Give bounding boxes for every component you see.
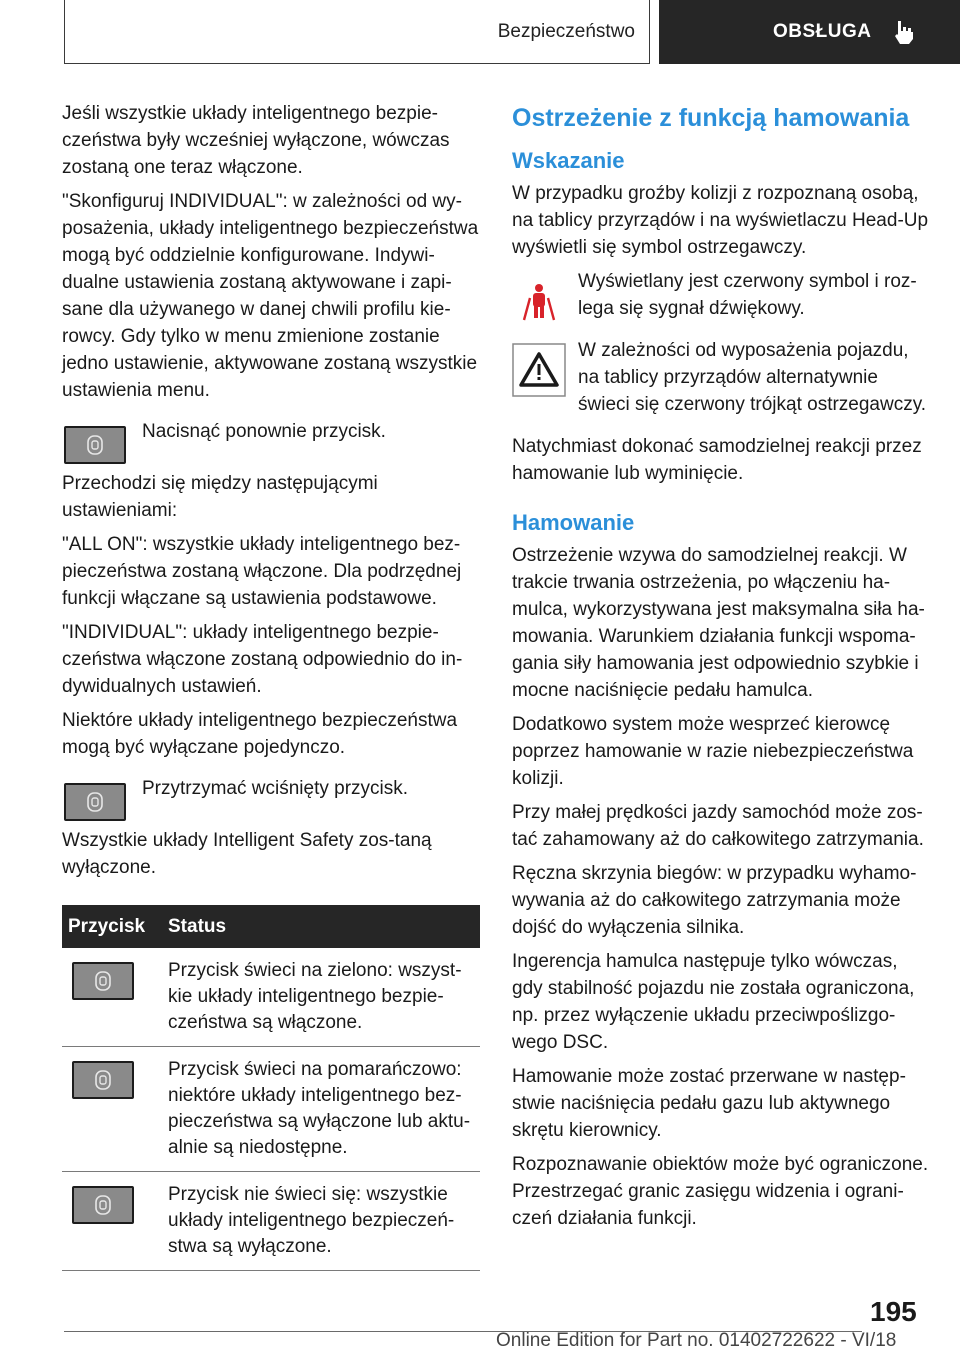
paragraph: Natychmiast dokonać samodzielnej reakcji przez hamowanie lub wyminięcie. [512,436,922,484]
table-cell-status: Przycisk świeci na zielono: wszyst‐kie układy inteligentnego bezpie‐czeństwa są włączone. [162,948,480,1047]
left-column [62,100,482,1271]
paragraph: W przypadku groźby kolizji z rozpoznaną osobą, na tablicy przyrządów i na wyświetlaczu Head-Up wyświetli się symbol ostrzegawczy. [512,183,929,258]
pointing-hand-icon [892,19,916,45]
instruction-text: Nacisnąć ponownie przycisk. [142,421,386,442]
paragraph: Przechodzi się między następującymi ustawieniami: [62,473,378,521]
paragraph: Ostrzeżenie wzywa do samodzielnej reakcji. W trakcie trwania ostrzeżenia, po włączeniu ha‐mulca, wykorzystywana jest maksymalna siła ha‐mowania. Warunkiem działania funkcji wspoma‐gania siły hamowania jest odpowiednio szybkie i mocne naciśnięcie pedału hamulca. [512,545,925,701]
table-cell-status: Przycisk nie świeci się: wszystkie układy inteligentnego bezpieczeń‐stwa są wyłączone. [162,1172,480,1271]
safety-shield-icon [85,434,105,456]
paragraph: Dodatkowo system może wesprzeć kierowcę poprzez hamowanie w razie niebezpieczeństwa kolizji. [512,714,914,789]
intelligent-safety-button-icon [72,1061,134,1099]
safety-shield-icon [85,791,105,813]
triangle-warning-symbol-row [512,337,932,425]
paragraph: Wszystkie układy Intelligent Safety zos‐taną wyłączone. [62,830,432,878]
paragraph: "ALL ON": wszystkie układy inteligentnego bez‐pieczeństwa zostaną włączone. Dla podrzędnej funkcji włączane są ustawienia podstawowe. [62,534,462,609]
edition-note: Online Edition for Part no. 01402722622 - VI/18 [496,1330,897,1351]
paragraph: "INDIVIDUAL": układy inteligentnego bezpie‐czeństwa włączone zostaną odpowiednio do in‐dywidualnych ustawień. [62,622,463,697]
paragraph: Niektóre układy inteligentnego bezpieczeństwa mogą być wyłączane pojedynczo. [62,710,458,758]
header-chapter-tab [659,0,960,64]
section-title: Ostrzeżenie z funkcją hamowania [512,104,910,132]
press-again-instruction [62,418,482,464]
header-section-tab [64,0,650,64]
header-section-title: Bezpieczeństwo [497,20,635,42]
intelligent-safety-button-icon [72,1186,134,1224]
button-status-table [62,905,480,1271]
hold-instruction [62,775,482,821]
intelligent-safety-button-icon [64,426,126,464]
table-cell-icon [62,1047,162,1172]
instruction-text: Przytrzymać wciśnięty przycisk. [142,778,409,799]
subsection-title-braking: Hamowanie [512,510,635,535]
subsection-title-indication: Wskazanie [512,148,625,173]
table-cell-status: Przycisk świeci na pomarańczowo: niektóre układy inteligentnego bez‐pieczeństwa są wyłączone lub aktu‐alnie są niedostępne. [162,1047,480,1172]
paragraph: "Skonfiguruj INDIVIDUAL": w zależności od wy‐posażenia, układy inteligentnego bezpieczeństwa mogą być oddzielnie konfigurowane. Indywi‐dualne ustawienia zostaną aktywowane i zapi‐sane dla używanego w danej chwili profilu kie‐rowcy. Gdy tylko w menu zmienione zostanie jedno ustawienie, aktywowane zostaną wszystkie ustawienia menu. [62,191,479,401]
column-header-status: Status [162,905,480,948]
safety-shield-icon [93,1069,113,1091]
intelligent-safety-button-icon [64,783,126,821]
table-header-row [62,905,480,948]
paragraph: Jeśli wszystkie układy inteligentnego bezpie‐czeństwa były wcześniej wyłączone, wówczas zostaną one teraz włączone. [62,103,450,178]
paragraph: Ręczna skrzynia biegów: w przypadku wyhamo‐wywania aż do całkowitego zatrzymania może dojść do wyłączenia silnika. [512,863,917,938]
person-warning-icon [512,274,566,328]
table-cell-icon [62,948,162,1047]
page-number: 195 [870,1296,917,1327]
safety-shield-icon [93,970,113,992]
paragraph: Rozpoznawanie obiektów może być ograniczone. Przestrzegać granic zasięgu widzenia i ograni‐czeń działania funkcji. [512,1154,929,1229]
paragraph: Przy małej prędkości jazdy samochód może zos‐tać zahamowany aż do całkowitego zatrzymania. [512,802,924,850]
header-chapter-title: OBSŁUGA [773,21,872,42]
table-row [62,1172,480,1271]
column-header-button: Przycisk [62,905,162,948]
table-cell-icon [62,1172,162,1271]
paragraph: Wyświetlany jest czerwony symbol i roz‐lega się sygnał dźwiękowy. [578,271,917,319]
warning-triangle-icon [512,343,566,397]
safety-shield-icon [93,1194,113,1216]
table-row [62,948,480,1047]
paragraph: Hamowanie może zostać przerwane w następ‐stwie naciśnięcia pedału gazu lub aktywnego skrętu kierownicy. [512,1066,906,1141]
intelligent-safety-button-icon [72,962,134,1000]
right-column [512,100,932,1239]
paragraph: W zależności od wyposażenia pojazdu, na tablicy przyrządów alternatywnie świeci się czerwony trójkąt ostrzegawczy. [578,340,927,415]
table-row [62,1047,480,1172]
paragraph: Ingerencja hamulca następuje tylko wówczas, gdy stabilność pojazdu nie została ograniczona, np. przez wyłączenie układu przeciwpoślizgo‐wego DSC. [512,951,915,1053]
person-warning-symbol-row [512,268,932,329]
